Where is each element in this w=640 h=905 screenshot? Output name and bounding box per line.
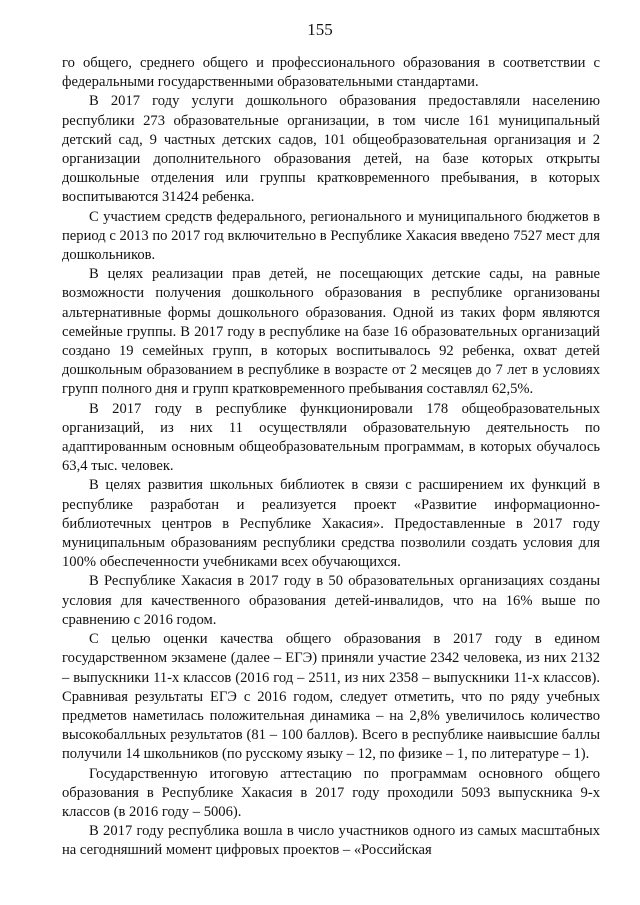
paragraph-digital-project: В 2017 году республика вошла в число участников одного из самых масштабных на сегодняшний момент цифровых проектов – «Российская <box>62 823 600 859</box>
paragraph-inclusive-education: В Республике Хакасия в 2017 году в 50 образовательных организациях созданы условия для качественного образования детей-инвалидов, что на 16% выше по сравнению с 2016 годом. <box>62 573 600 628</box>
paragraph-preschool-places: С участием средств федерального, регионального и муниципального бюджетов в период с 2013 по 2017 год включительно в Республике Хакасия введено 7527 мест для дошкольников. <box>62 208 600 264</box>
paragraph-general-education: В 2017 году в республике функционировали 178 общеобразовательных организаций, из них 11 осуществляли образовательную деятельность по адаптированным основным общеобразовательным программам, в которых обучалось 63,4 тыс. человек. <box>62 400 600 475</box>
paragraph-school-libraries: В целях развития школьных библиотек в связи с расширением их функций в республике разработан и реализуется проект «Развитие информационно-библиотечных центров в Республике Хакасия». Предоставленные в 2017 году муниципальным образованиям республики средства позволили создать условия для 100% обеспеченности учебниками всех обучающихся. <box>62 477 600 571</box>
paragraph-preschool-services: В 2017 году услуги дошкольного образования предоставляли населению республики 273 образовательные организации, в том числе 161 муниципальный детский сад, 9 частных детских садов, 101 общеобразовательная организация и 2 организации дополнительного образования детей, на базе которых открыты дошкольные отделения или группы кратковременного пребывания, в которых воспитываются 31424 ребенка. <box>62 93 600 206</box>
document-body <box>62 54 600 861</box>
paragraph-unified-exam: С целью оценки качества общего образования в 2017 году в едином государственном экзамене (далее – ЕГЭ) приняли участие 2342 человека, из них 2132 – выпускники 11-х классов (2016 год – 2511, из них 2358 – выпускники 11-х классов). Сравнивая результаты ЕГЭ с 2016 годом, следует отметить, что по ряду учебных предметов наметилась положительная динамика – на 2,8% увеличилось количество высокобалльных результатов (81 – 100 баллов). Всего в республике наивысшие баллы получили 14 школьников (по русскому языку – 12, по физике – 1, по литературе – 1). <box>62 631 600 763</box>
paragraph-final-attestation: Государственную итоговую аттестацию по программам основного общего образования в Республике Хакасия в 2017 году проходили 5093 выпускника 9-х классов (в 2016 году – 5006). <box>62 765 600 820</box>
paragraph-family-groups: В целях реализации прав детей, не посещающих детские сады, на равные возможности получения дошкольного образования в республике организованы альтернативные формы дошкольного образования. Одной из таких форм являются семейные группы. В 2017 году в республике на базе 16 образовательных организаций создано 19 семейных групп, в которых воспитывалось 92 ребенка, охват детей дошкольным образованием в республике в возрасте от 2 месяцев до 7 лет в условиях групп полного дня и групп кратковременного пребывания составлял 62,5%. <box>62 266 600 398</box>
page-number: 155 <box>307 20 333 39</box>
paragraph-continuation: го общего, среднего общего и профессионального образования в соответствии с федеральными государственными образовательными стандартами. <box>62 55 600 91</box>
